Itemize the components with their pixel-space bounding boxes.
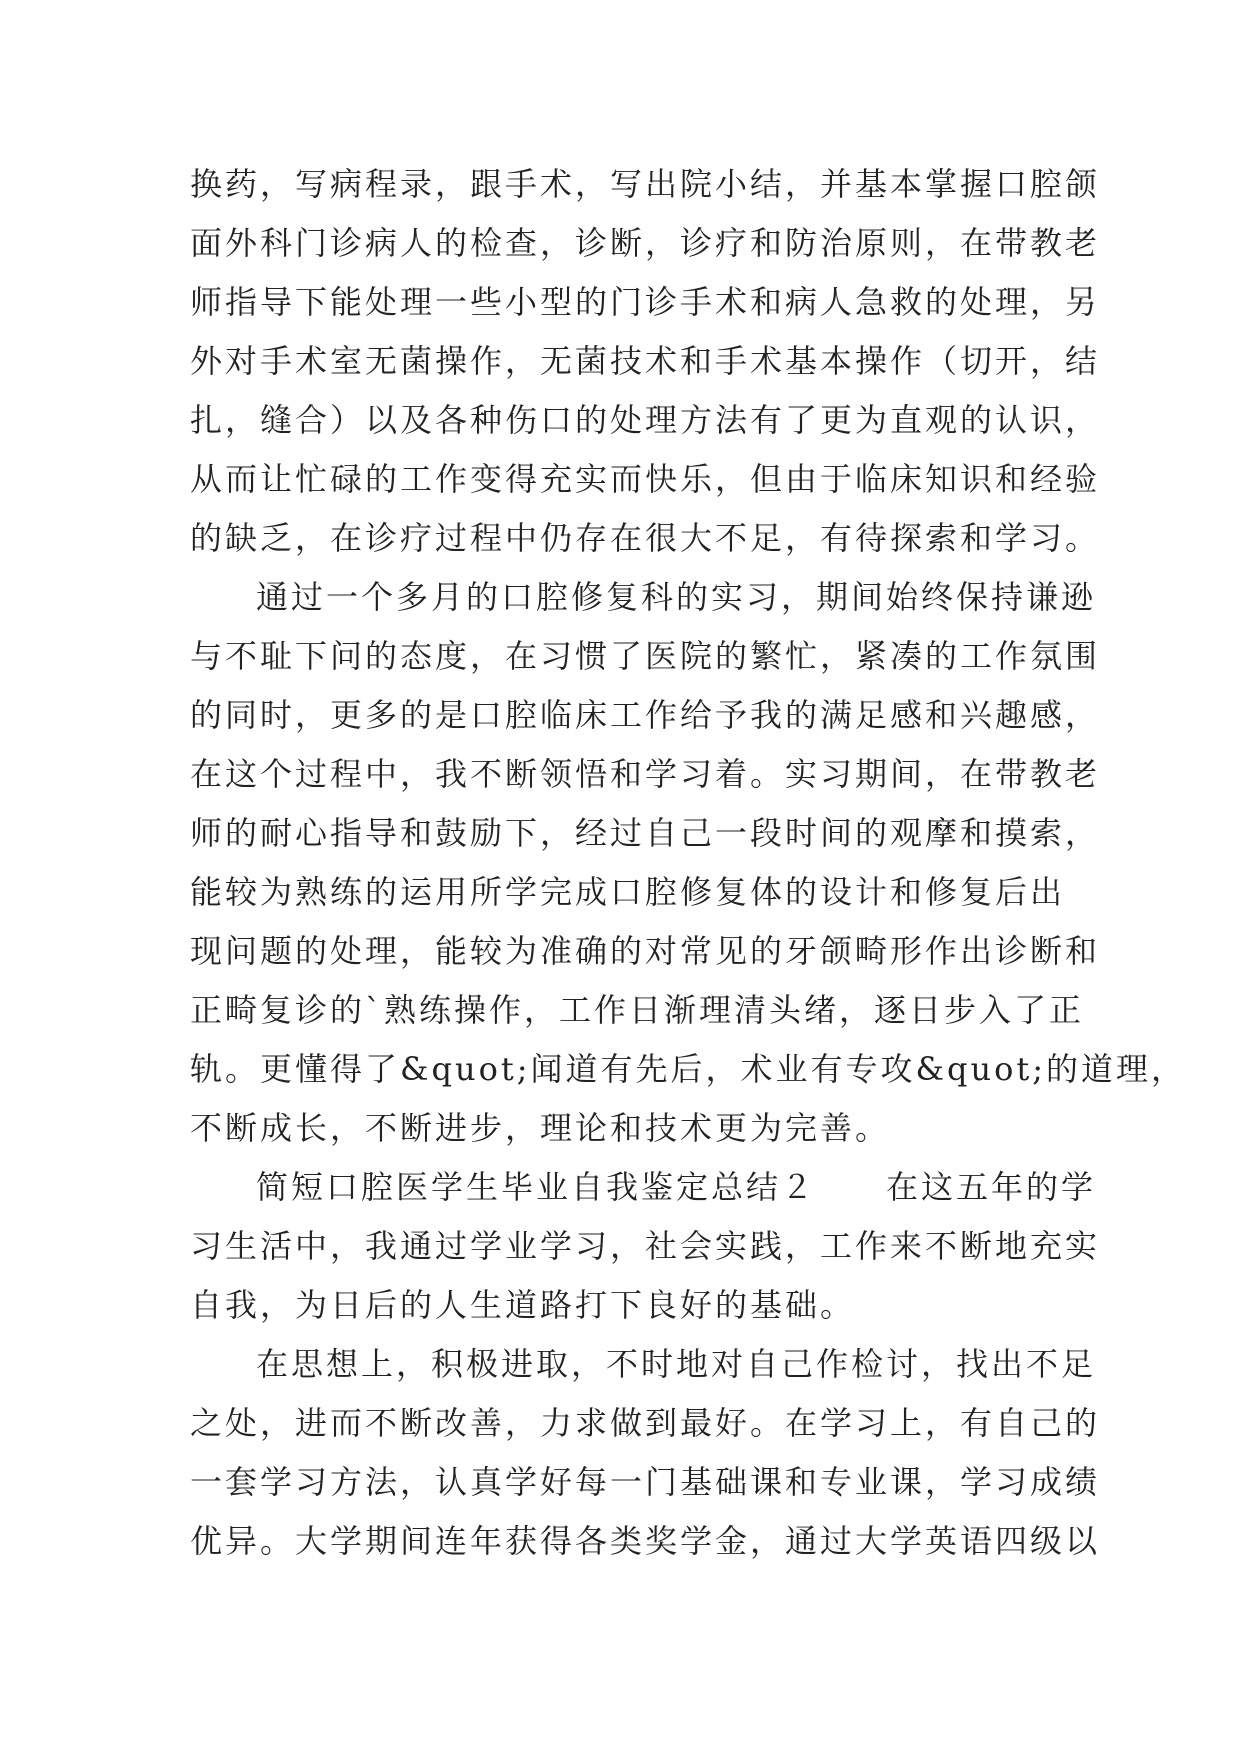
text-line: 面外科门诊病人的检查，诊断，诊疗和防治原则，在带教老: [190, 224, 1101, 262]
text-line: 优异。大学期间连年获得各类奖学金，通过大学英语四级以: [190, 1522, 1101, 1560]
text-line: 换药，写病程录，跟手术，写出院小结，并基本掌握口腔颌: [190, 165, 1101, 203]
text-line: 正畸复诊的`熟练操作，工作日渐理清头绪，逐日步入了正: [190, 991, 1085, 1029]
text-line: 能较为熟练的运用所学完成口腔修复体的设计和修复后出: [190, 873, 1066, 911]
document-body: [190, 155, 1186, 1571]
text-line: 从而让忙碌的工作变得充实而快乐，但由于临床知识和经验: [190, 460, 1101, 498]
text-line: 现问题的处理，能较为准确的对常见的牙颌畸形作出诊断和: [190, 932, 1101, 970]
text-line: 轨。更懂得了&quot;闻道有先后，术业有专攻&quot;的道理，: [190, 1050, 1186, 1088]
paragraph-start-line: 通过一个多月的口腔修复科的实习，期间始终保持谦逊: [256, 578, 1097, 616]
text-line: 师指导下能处理一些小型的门诊手术和病人急救的处理，另: [190, 283, 1101, 321]
text-line: 师的耐心指导和鼓励下，经过自己一段时间的观摩和摸索，: [190, 814, 1101, 852]
text-line: 扎，缝合）以及各种伤口的处理方法有了更为直观的认识，: [190, 401, 1101, 439]
text-line: 的缺乏，在诊疗过程中仍存在很大不足，有待探索和学习。: [190, 519, 1101, 557]
text-line: 自我，为日后的人生道路打下良好的基础。: [190, 1286, 856, 1324]
text-line: 不断成长，不断进步，理论和技术更为完善。: [190, 1109, 891, 1147]
text-line: 一套学习方法，认真学好每一门基础课和专业课，学习成绩: [190, 1463, 1101, 1501]
section-heading-line: 简短口腔医学生毕业自我鉴定总结２ 在这五年的学: [256, 1168, 1097, 1206]
text-line: 外对手术室无菌操作，无菌技术和手术基本操作（切开，结: [190, 342, 1101, 380]
text-line: 与不耻下问的态度，在习惯了医院的繁忙，紧凑的工作氛围: [190, 637, 1101, 675]
paragraph-start-line: 在思想上，积极进取，不时地对自己作检讨，找出不足: [256, 1345, 1097, 1383]
text-line: 之处，进而不断改善，力求做到最好。在学习上，有自己的: [190, 1404, 1101, 1442]
text-line: 在这个过程中，我不断领悟和学习着。实习期间，在带教老: [190, 755, 1101, 793]
text-line: 的同时，更多的是口腔临床工作给予我的满足感和兴趣感，: [190, 696, 1101, 734]
text-line: 习生活中，我通过学业学习，社会实践，工作来不断地充实: [190, 1227, 1101, 1265]
